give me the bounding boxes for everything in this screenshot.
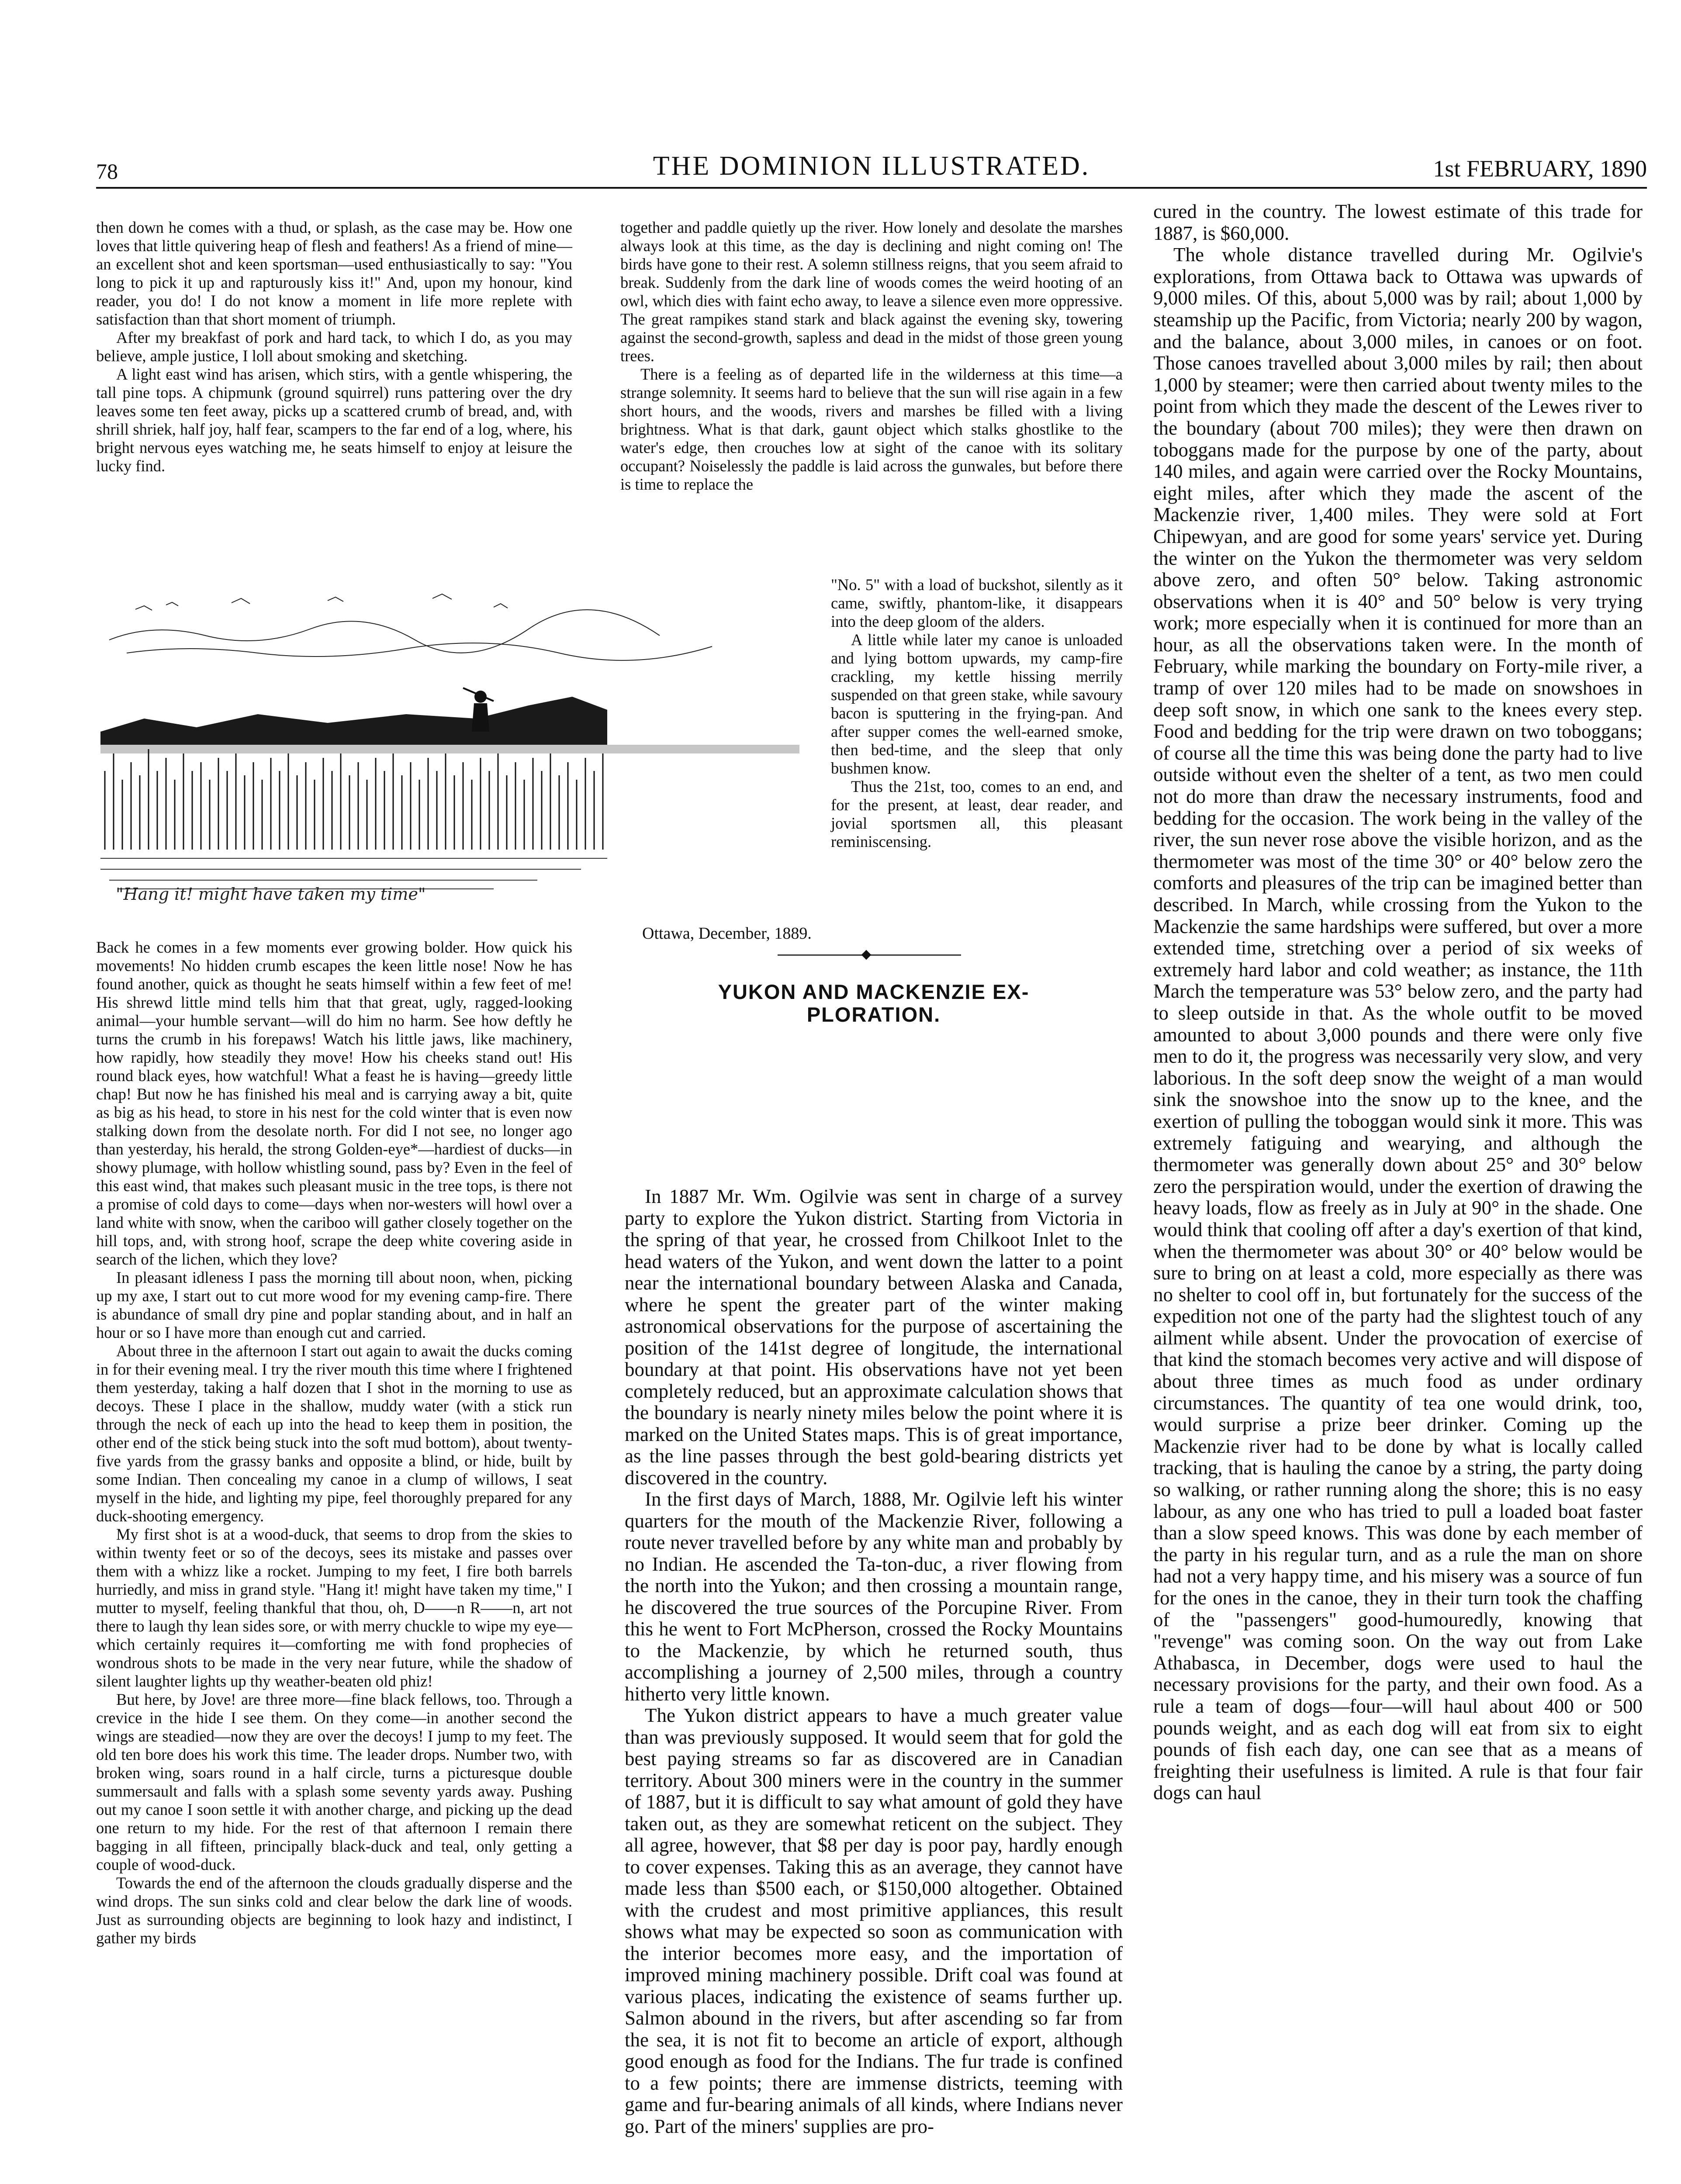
- paragraph: then down he comes with a thud, or splash, as the case may be. How one loves that little quivering heap of flesh and feathers! As a friend of mine—an excellent shot and keen sportsman—used enthusiastically to say: "You long to pick it up and rapturously kiss it!" And, upon my honour, kind reader, you do! I do not know a moment in life more replete with satisfaction than that short moment of triumph.: [96, 218, 572, 328]
- paragraph: A little while later my canoe is unloaded and lying bottom upwards, my camp-fire crackling, my kettle hissing merrily suspended on that green stake, while savoury bacon is sputtering in the frying-pan. And after supper comes the well-earned smoke, then bed-time, and the sleep that only bushmen know.: [831, 631, 1123, 777]
- column-1-bottom: [96, 938, 572, 1947]
- paragraph: Towards the end of the afternoon the clouds gradually disperse and the wind drops. The sun sinks cold and clear below the dark line of woods. Just as surrounding objects are beginning to look hazy and indistinct, I gather my birds: [96, 1874, 572, 1947]
- paragraph: The Yukon district appears to have a much greater value than was previously supposed. It would seem that for gold the best paying streams so far as discovered are in Canadian territory. About 300 miners were in the country in the summer of 1887, but it is difficult to say what amount of gold they have taken out, as they are somewhat reticent on the subject. They all agree, however, that $8 per day is poor pay, hardly enough to cover expenses. Taking this as an average, they cannot have made less than $500 each, or $150,000 altogether. Obtained with the crudest and most primitive appliances, this result shows what may be expected so soon as communication with the interior becomes more easy, and the importation of improved mining machinery possible. Drift coal was found at various places, indicating the existence of seams further up. Salmon abound in the rivers, but after ascending so far from the sea, it is not fit to become an article of export, although good enough as food for the Indians. The fur trade is confined to a few points; there are immense districts, teeming with game and fur-bearing animals of all kinds, where Indians never go. Part of the miners' supplies are pro-: [625, 1704, 1123, 2137]
- paragraph: About three in the afternoon I start out again to await the ducks coming in for their evening meal. I try the river mouth this time where I frightened them yesterday, taking a half dozen that I shot in the morning to use as decoys. These I place in the shallow, muddy water (with a stick run through the neck of each up into the head to keep them in position, the other end of the stick being stuck into the soft mud bottom), about twenty-five yards from the grassy banks and opposite a blind, or hide, built by some Indian. Then concealing my canoe in a clump of willows, I seat myself in the hide, and lighting my pipe, feel thoroughly prepared for any duck-shooting emergency.: [96, 1342, 572, 1525]
- illustration-caption: "Hang it! might have taken my time": [116, 885, 426, 904]
- paragraph: My first shot is at a wood-duck, that seems to drop from the skies to within twenty feet or so of the decoys, sees its mistake and passes over them with a whizz like a rocket. Jumping to my feet, I fire both barrels hurriedly, and miss in grand style. "Hang it! might have taken my time," I mutter to myself, feeling thankful that thou, oh, D——n R——n, art not there to laugh thy lean sides sore, or with merry chuckle to wipe my eye—which certainly requires it—comforting me with fond prophecies of wondrous shots to be made in the very near future, while the shadow of silent laughter lights up thy weather-beaten old phiz!: [96, 1525, 572, 1690]
- column-3: [1153, 201, 1643, 1804]
- paragraph: "No. 5" with a load of buckshot, silently as it came, swiftly, phantom-like, it disappears into the deep gloom of the alders.: [831, 576, 1123, 630]
- column-2-beside-illustration: [831, 576, 1123, 851]
- page-header: [96, 151, 1647, 190]
- paragraph: Back he comes in a few moments ever growing bolder. How quick his movements! No hidden crumb escapes the keen little nose! Now he has found another, quick as thought he seats himself within a few feet of me! His shrewd little mind tells him that that great, ugly, ragged-looking animal—your humble servant—will do him no harm. See how deftly he turns the crumb in his forepaws! Watch his little jaws, like machinery, how rapidly, how steadily they move! How his cheeks stand out! His round black eyes, how watchful! What a feast he is having—greedy little chap! But now he has finished his meal and is carrying away a bit, quite as big as his head, to store in his nest for the cold winter that is even now stalking down from the desolate north. For did I not see, no longer ago than yesterday, his herald, the strong Golden-eye*—hardiest of ducks—in showy plumage, with hollow whistling sound, pass by? Even in the feel of this east wind, that makes such pleasant music in the tree tops, is there not a promise of cold days to come—days when nor-westers will howl over a land white with snow, when the cariboo will gather closely together on the hill tops, and, with strong hoof, scrape the deep white covering aside in search of the lichen, which they love?: [96, 938, 572, 1268]
- column-2-article: [625, 1186, 1123, 2137]
- paragraph: There is a feeling as of departed life in the wilderness at this time—a strange solemnity. It seems hard to believe that the sun will rise again in a few short hours, and the woods, rivers and marshes be filled with a living brightness. What is that dark, gaunt object which stalks ghostlike to the water's edge, then crouches low at sight of the canoe with its solitary occupant? Noiselessly the paddle is laid across the gunwales, but before there is time to replace the: [620, 365, 1123, 493]
- header-rule: [96, 187, 1647, 189]
- article-heading: [625, 981, 1123, 1026]
- paragraph: In 1887 Mr. Wm. Ogilvie was sent in charge of a survey party to explore the Yukon district. Starting from Victoria in the spring of that year, he crossed from Chilkoot Inlet to the head waters of the Yukon, and went down the latter to a point near the international boundary between Alaska and Canada, where he spent the greater part of the winter making astronomical observations for the purpose of ascertaining the position of the 141st degree of longitude, the international boundary at that point. His observations have not yet been completely reduced, but an approximate calculation shows that the boundary is nearly ninety miles below the point where it is marked on the United States maps. This is of great importance, as the line passes through the best gold-bearing districts yet discovered in the country.: [625, 1185, 1123, 1489]
- column-1-top: [96, 218, 572, 475]
- issue-date: 1st FEBRUARY, 1890: [1433, 156, 1647, 182]
- paragraph: Thus the 21st, too, comes to an end, and for the present, at least, dear reader, and jovial sportsmen all, this pleasant reminiscensing.: [831, 778, 1123, 850]
- paragraph: cured in the country. The lowest estimate of this trade for 1887, is $60,000.: [1153, 200, 1643, 244]
- paragraph: The whole distance travelled during Mr. Ogilvie's explorations, from Ottawa back to Ottawa was upwards of 9,000 miles. Of this, about 5,000 was by rail; about 1,000 by steamship up the Pacific, from Victoria; nearly 200 by wagon, and the balance, about 3,000 miles, in canoes or on foot. Those canoes travelled about 3,000 miles by rail; then about 1,000 by steamer; were then carried about twenty miles to the point from which they made the descent of the Lewes river to the boundary (about 700 miles); they were then drawn on toboggans made for the purpose by one of the party, about 140 miles, and again were carried over the Rocky Mountains, eight miles, after which they made the ascent of the Mackenzie river, 1,400 miles. They were sold at Fort Chipewyan, and are good for some years' service yet. During the winter on the Yukon the thermometer was very seldom above zero, and often 50° below. Taking astronomic observations when it is 40° and 50° below is very trying work; more especially when it is continued for more than an hour, as all the observations taken were. In the month of February, while marking the boundary on Forty-mile river, a tramp of over 120 miles had to be made on snowshoes in deep soft snow, in which one sank to the knees every step. Food and bedding for the trip were drawn on two toboggans; of course all the time this was being done the party had to live outside without even the shelter of a tent, as two men could not do more than draw the necessary instruments, food and bedding for the occasion. The work being in the valley of the river, the sun never rose above the visible horizon, and as the thermometer was most of the time 30° or 40° below zero the comforts and pleasures of the trip can be imagined better than described. In March, while crossing from the Yukon to the Mackenzie the same hardships were suffered, but over a more extended time, stretching over a period of six weeks of extremely hard labor and cold weather; as instance, the 11th March the temperature was 53° below zero, and the party had to sleep outside in that. As the whole outfit to be moved amounted to about 3,000 pounds and there were only five men to do it, the progress was necessarily very slow, and very laborious. In the soft deep snow the weight of a man would sink the snowshoe into the snow up to the knee, and the exertion of pulling the toboggan would sink it more. This was extremely fatiguing and wearying, and although the thermometer was generally down about 25° and 30° below zero the perspiration would, under the exertion of drawing the heavy loads, flow as freely as in July at 90° in the shade. One would think that cooling off after a day's exertion of that kind, when the thermometer was about 30° or 40° below would be sure to bring on at least a cold, more especially as there was no shelter to cool off in, but fortunately for the success of the expedition not one of the party had the slightest touch of any ailment while absent. Under the provocation of exercise of that kind the stomach becomes very active and will dispose of about three times as much food as under ordinary circumstances. The quantity of tea one would drink, too, would surprise a prize beer drinker. Coming up the Mackenzie river had to be done by what is locally called tracking, that is hauling the canoe by a string, the party doing so walking, or rather running along the shore; this is no easy labour, as any one who has tried to pull a loaded boat faster than a slow speed knows. This was done by each member of the party in his regular turn, and as a rule the man on shore had not a very happy time, and his misery was a source of fun for the ones in the canoe, they in their turn took the chaffing of the "passengers" good-humouredly, knowing that "revenge" was coming soon. On the way out from Lake Athabasca, in December, dogs were used to haul the necessary provisions for the party, and their own food. As a rule a team of dogs—four—will haul about 400 or 500 pounds weight, and as each dog will eat from six to eight pounds of fish each day, one can see that as a means of freighting their usefulness is limited. A rule is that four fair dogs can haul: [1153, 244, 1643, 1804]
- heading-line: PLORATION.: [806, 1003, 941, 1026]
- heading-line: YUKON AND MACKENZIE EX-: [718, 980, 1030, 1003]
- column-2-top: [620, 218, 1123, 494]
- paragraph: In the first days of March, 1888, Mr. Ogilvie left his winter quarters for the mouth of the Mackenzie River, following a route never travelled before by any white man and probably by no Indian. He ascended the Ta-ton-duc, a river flowing from the north into the Yukon; and then crossing a mountain range, he discovered the true sources of the Porcupine River. From this he went to Fort McPherson, crossed the Rocky Mountains to the Mackenzie, by which he returned south, thus accomplishing a journey of 2,500 miles, through a country hitherto very little known.: [625, 1488, 1123, 1705]
- marsh-sketch-illustration: [100, 587, 799, 911]
- paragraph: But here, by Jove! are three more—fine black fellows, too. Through a crevice in the hide I see them. On they come—in another second the wings are steadied—now they are over the decoys! I jump to my feet. The old ten bore does his work this time. The leader drops. Number two, with broken wing, soars round in a half circle, turns a picturesque double summersault and falls with a splash some seventy yards away. Pushing out my canoe I soon settle it with another charge, and picking up the dead one return to my hide. For the rest of that afternoon I remain there bagging in all fifteen, principally black-duck and teal, only getting a couple of wood-duck.: [96, 1690, 572, 1873]
- publication-title: THE DOMINION ILLUSTRATED.: [653, 151, 1090, 181]
- paragraph: After my breakfast of pork and hard tack, to which I do, as you may believe, ample justice, I loll about smoking and sketching.: [96, 328, 572, 365]
- page-number: 78: [96, 159, 118, 183]
- paragraph: A light east wind has arisen, which stirs, with a gentle whispering, the tall pine tops. A chipmunk (ground squirrel) runs pattering over the dry leaves some ten feet away, picks up a scattered crumb of bread, and, with shrill shriek, half joy, half fear, scampers to the far end of a log, where, his bright nervous eyes watching me, he seats himself to enjoy at leisure the lucky find.: [96, 365, 572, 475]
- paragraph: together and paddle quietly up the river. How lonely and desolate the marshes always look at this time, as the day is declining and night coming on! The birds have gone to their rest. A solemn stillness reigns, that you seem afraid to break. Suddenly from the dark line of woods comes the weird hooting of an owl, which dies with faint echo away, to leave a silence even more oppressive. The great rampikes stand stark and black against the evening sky, towering against the second-growth, sapless and dead in the midst of those green young trees.: [620, 218, 1123, 365]
- section-divider: [778, 954, 961, 956]
- paragraph: In pleasant idleness I pass the morning till about noon, when, picking up my axe, I start out to cut more wood for my evening camp-fire. There is abundance of small dry pine and poplar standing about, and in half an hour or so I have more than enough cut and carried.: [96, 1268, 572, 1341]
- dateline-signoff: Ottawa, December, 1889.: [642, 924, 812, 943]
